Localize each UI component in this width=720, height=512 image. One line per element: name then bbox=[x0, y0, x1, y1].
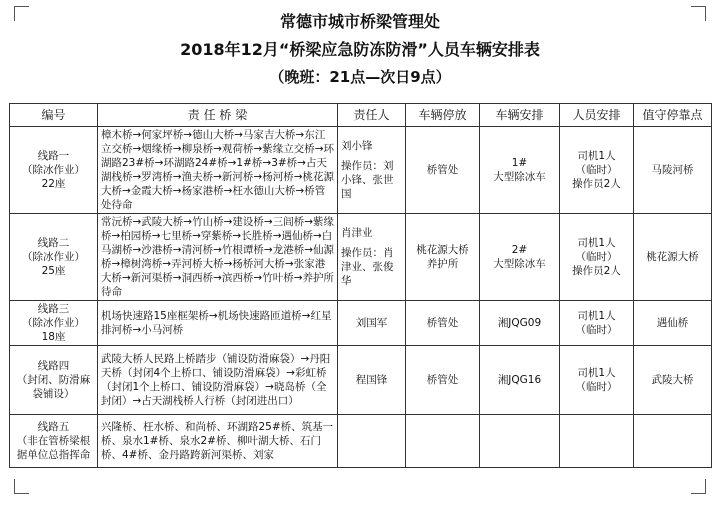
staff-cell bbox=[560, 415, 634, 468]
vehicle-number: 1# bbox=[511, 157, 528, 169]
operators: 操作员：刘小锋、张世国 bbox=[341, 160, 394, 200]
column-header-parking: 车辆停放 bbox=[406, 104, 480, 127]
staff-temp: （临时） bbox=[575, 251, 618, 263]
parking-cell bbox=[406, 415, 480, 468]
person-cell bbox=[338, 415, 406, 468]
route-name: 线路四 bbox=[37, 360, 70, 372]
route-id-cell bbox=[10, 415, 98, 468]
bridges-cell: 樟木桥→何家坪桥→德山大桥→马家吉大桥→东江立交桥→烟缘桥→柳泉桥→观荷桥→紫缘立交桥→环湖路23#桥→环湖路24#桥→1#桥→3#桥→占天湖栈桥→罗湾桥→渔夫桥→新河桥→杨河桥→桃花源大桥→金霞大桥→杨家港桥→枉水德山大桥→桥管处待命 bbox=[98, 127, 338, 214]
table-row bbox=[10, 214, 712, 301]
staff-driver: 司机1人 bbox=[577, 310, 616, 322]
route-name: 线路一 bbox=[37, 150, 70, 162]
table-header-row bbox=[10, 104, 712, 127]
column-header-staff: 人员安排 bbox=[560, 104, 634, 127]
staff-temp: （临时） bbox=[575, 324, 618, 336]
staff-cell bbox=[560, 214, 634, 301]
vehicle-cell bbox=[480, 214, 560, 301]
route-task: （除冰作业） bbox=[22, 317, 85, 329]
route-id-cell bbox=[10, 346, 98, 415]
route-task: （除冰作业） bbox=[22, 164, 85, 176]
column-header-id: 编号 bbox=[10, 104, 98, 127]
route-task: （非在管桥梁根据单位总指挥命 bbox=[16, 435, 91, 461]
column-header-standby: 值守停靠点 bbox=[634, 104, 712, 127]
vehicle-type: 大型除冰车 bbox=[493, 258, 546, 270]
standby-cell bbox=[634, 415, 712, 468]
table-row bbox=[10, 346, 712, 415]
person-cell bbox=[338, 127, 406, 214]
column-header-bridges: 责 任 桥 梁 bbox=[98, 104, 338, 127]
table-row bbox=[10, 127, 712, 214]
responsible-person: 刘小锋 bbox=[341, 140, 373, 152]
shift-subtitle: （晚班：21点—次日9点） bbox=[269, 68, 451, 86]
bridges-cell: 机场快速路15座框架桥→机场快速路匝道桥→红星排河桥→小马河桥 bbox=[98, 301, 338, 346]
operators: 操作员：肖津业、张俊华 bbox=[341, 247, 394, 287]
route-count: 25座 bbox=[41, 265, 66, 277]
vehicle-number: 2# bbox=[511, 244, 528, 256]
person-cell bbox=[338, 214, 406, 301]
route-name: 线路二 bbox=[37, 237, 70, 249]
crop-mark-bottom-left bbox=[14, 479, 29, 494]
route-name: 线路五 bbox=[37, 421, 70, 433]
standby-cell: 遇仙桥 bbox=[634, 301, 712, 346]
standby-cell: 马陵河桥 bbox=[634, 127, 712, 214]
staff-cell bbox=[560, 127, 634, 214]
parking-cell: 桥管处 bbox=[406, 127, 480, 214]
route-task: （封闭、防滑麻袋铺设） bbox=[16, 374, 91, 400]
route-id-cell bbox=[10, 214, 98, 301]
parking-cell: 桥管处 bbox=[406, 346, 480, 415]
person-cell: 程国锋 bbox=[338, 346, 406, 415]
route-count: 18座 bbox=[41, 331, 66, 343]
responsible-person: 肖津业 bbox=[341, 227, 373, 239]
route-count: 22座 bbox=[41, 178, 66, 190]
vehicle-cell: 湘JQG09 bbox=[480, 301, 560, 346]
vehicle-type: 大型除冰车 bbox=[493, 171, 546, 183]
column-header-vehicle: 车辆安排 bbox=[480, 104, 560, 127]
standby-cell: 武陵大桥 bbox=[634, 346, 712, 415]
table-row bbox=[10, 301, 712, 346]
parking-cell: 桥管处 bbox=[406, 301, 480, 346]
table-row bbox=[10, 415, 712, 468]
route-name: 线路三 bbox=[37, 303, 70, 315]
staff-driver: 司机1人 bbox=[577, 150, 616, 162]
person-cell: 刘国军 bbox=[338, 301, 406, 346]
staff-operators: 操作员2人 bbox=[572, 178, 621, 190]
staff-cell bbox=[560, 346, 634, 415]
vehicle-cell bbox=[480, 415, 560, 468]
parking-line: 养护所 bbox=[426, 258, 459, 270]
route-id-cell bbox=[10, 127, 98, 214]
staff-driver: 司机1人 bbox=[577, 367, 616, 379]
staff-driver: 司机1人 bbox=[577, 237, 616, 249]
parking-line: 桃花源大桥 bbox=[416, 244, 469, 256]
crop-mark-bottom-right bbox=[691, 479, 706, 494]
staff-cell bbox=[560, 301, 634, 346]
standby-cell: 桃花源大桥 bbox=[634, 214, 712, 301]
bridges-cell: 常沅桥→武陵大桥→竹山桥→建设桥→三闾桥→紫缘桥→柏园桥→七里桥→穿紫桥→长胜桥→遇仙桥→白马湖桥→沙港桥→清河桥→竹根谭桥→龙港桥→仙源桥→樟树湾桥→弄河桥大桥→杨桥河大桥→张家港大桥→新河渠桥→洞西桥→滨西桥→竹叶桥→养护所待命 bbox=[98, 214, 338, 301]
bridges-cell: 兴隆桥、枉水桥、和尚桥、环湖路25#桥、筑基一桥、泉水1#桥、泉水2#桥、柳叶湖大桥、石门桥、4#桥、金丹路跨新河渠桥、刘家 bbox=[98, 415, 338, 468]
route-id-cell bbox=[10, 301, 98, 346]
staff-temp: （临时） bbox=[575, 164, 618, 176]
staff-operators: 操作员2人 bbox=[572, 265, 621, 277]
route-task: （除冰作业） bbox=[22, 251, 85, 263]
parking-cell bbox=[406, 214, 480, 301]
document-title: 2018年12月“桥梁应急防冻防滑”人员车辆安排表 bbox=[180, 40, 540, 59]
column-header-person: 责任人 bbox=[338, 104, 406, 127]
org-title: 常德市城市桥梁管理处 bbox=[279, 12, 440, 31]
staff-temp: （临时） bbox=[575, 381, 618, 393]
vehicle-cell bbox=[480, 127, 560, 214]
schedule-table bbox=[9, 103, 712, 468]
bridges-cell: 武陵大桥人民路上桥踏步（铺设防滑麻袋）→丹阳天桥（封闭4个上桥口、铺设防滑麻袋）→彩虹桥（封闭1个上桥口、铺设防滑麻袋）→晓岛桥（全封闭）→占天湖栈桥人行桥（封闭进出口） bbox=[98, 346, 338, 415]
vehicle-cell: 湘JQG16 bbox=[480, 346, 560, 415]
